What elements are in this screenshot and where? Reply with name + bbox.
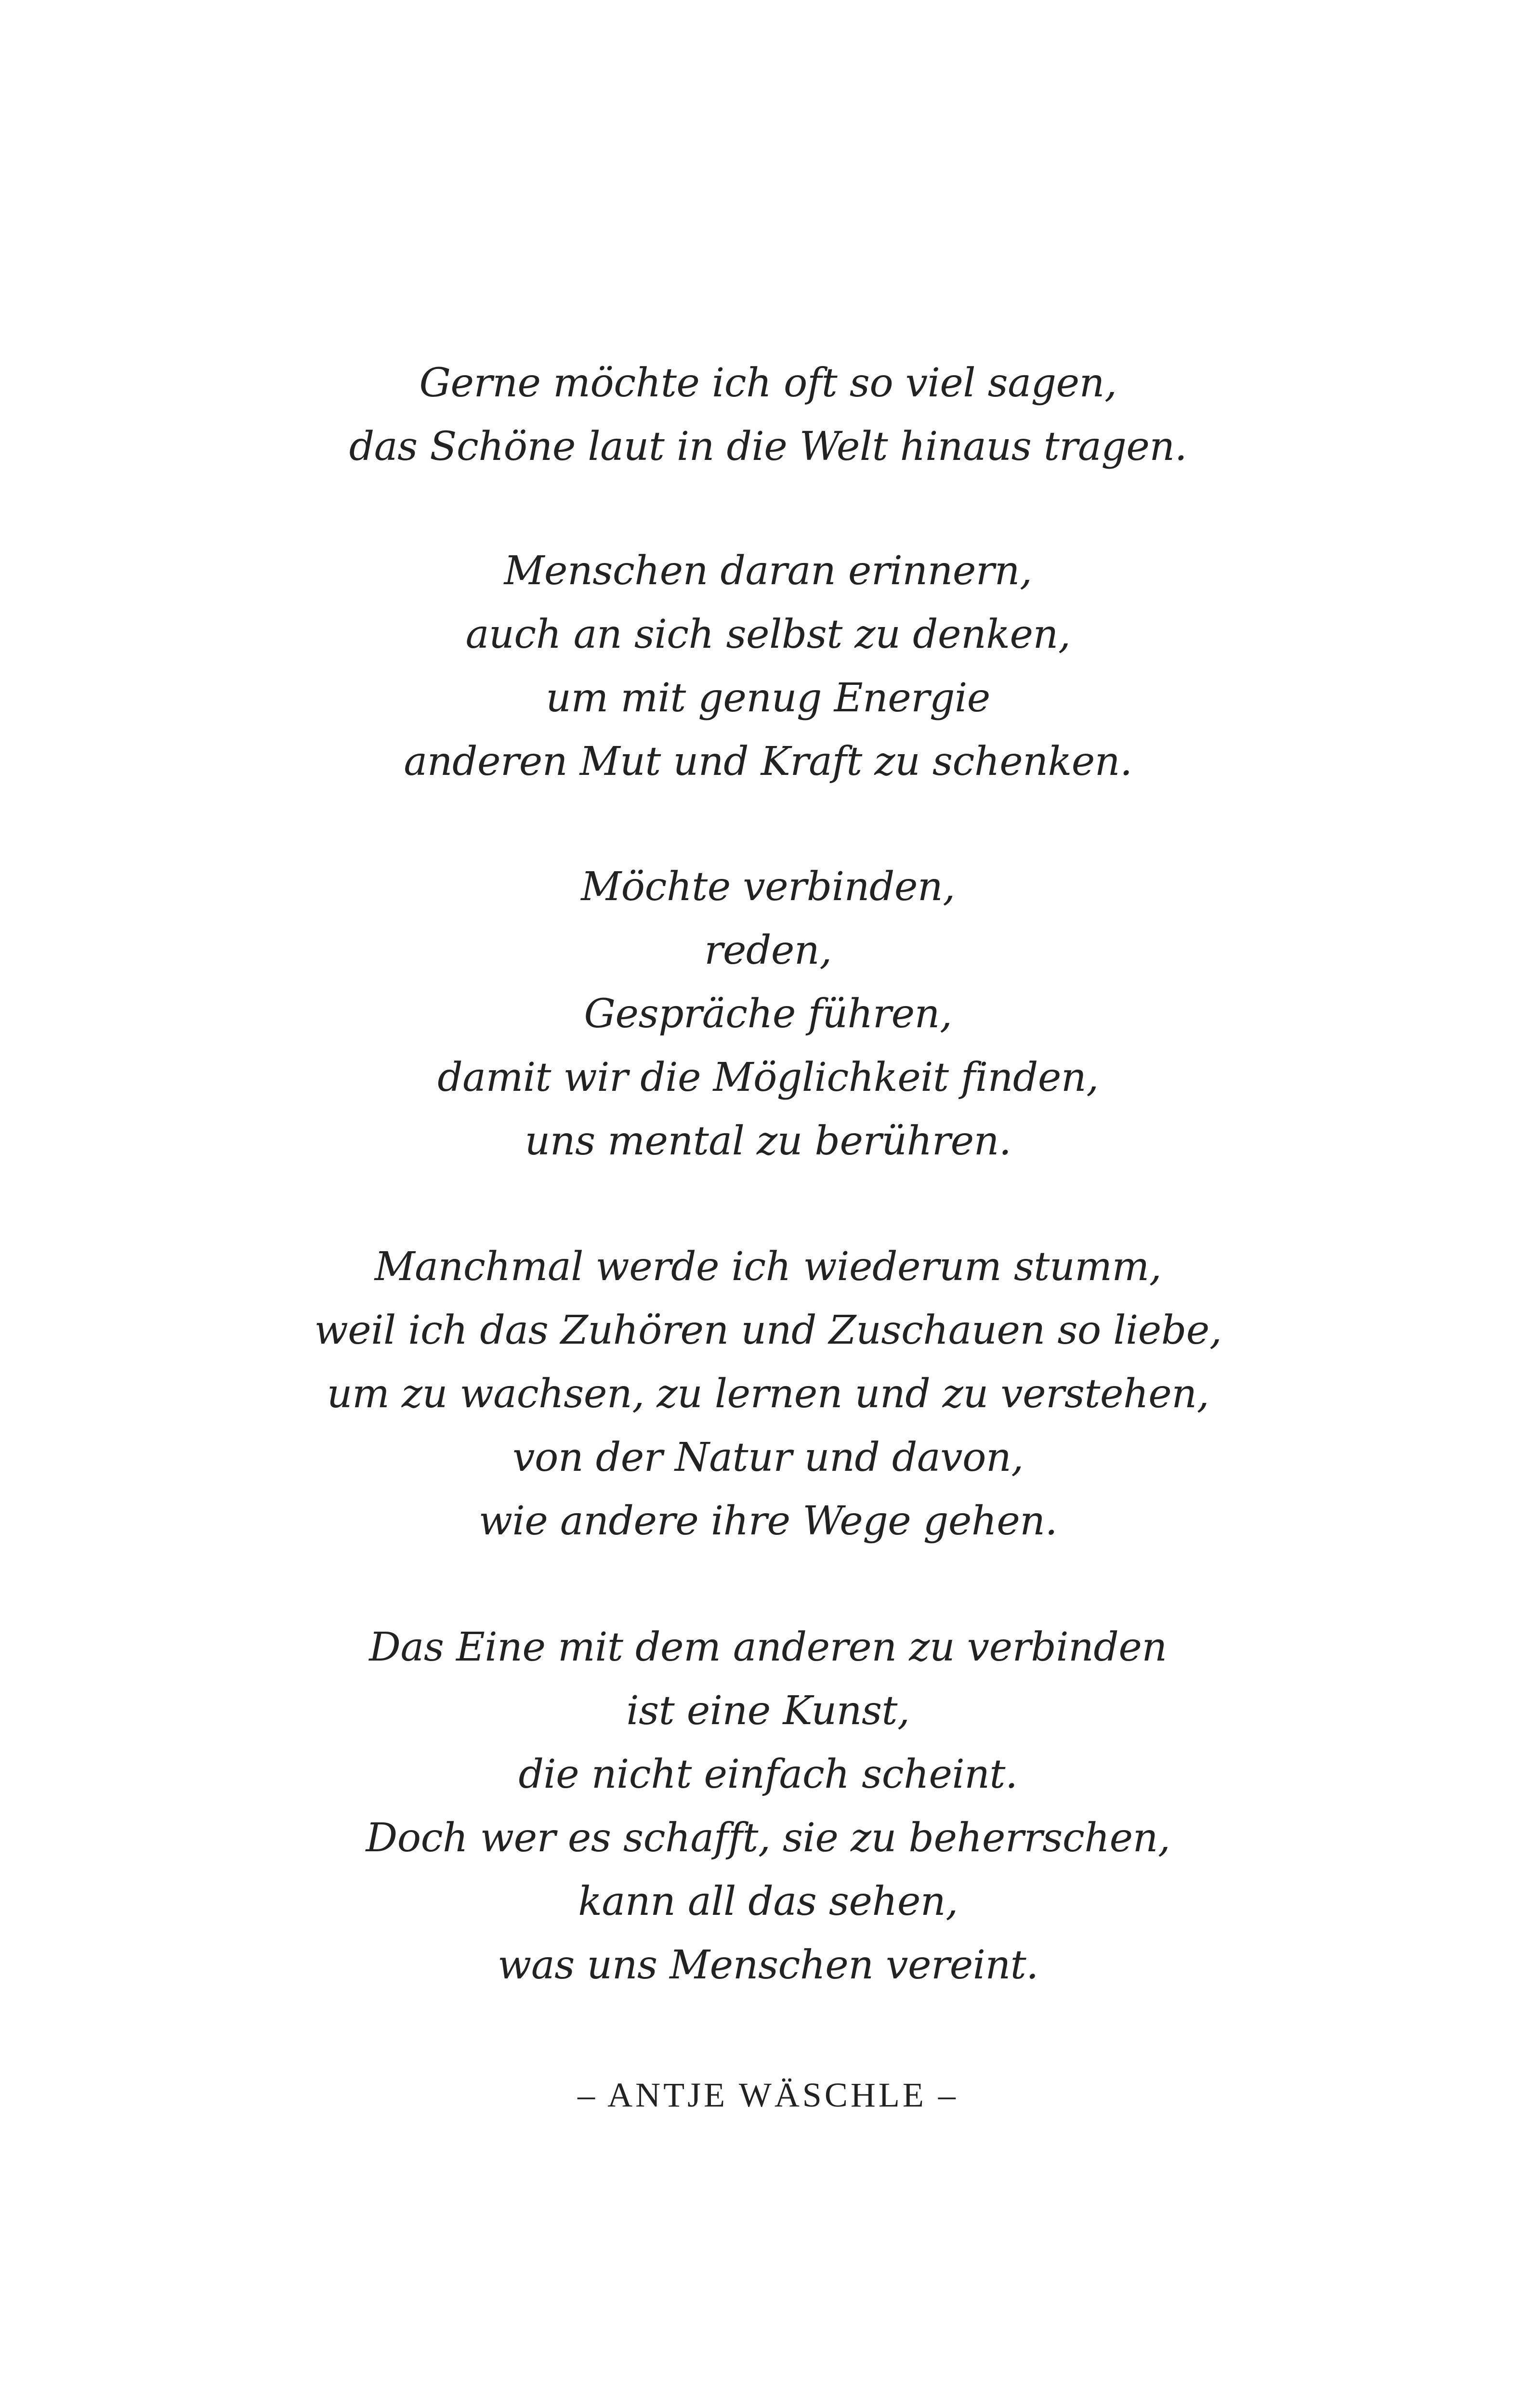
poem-line: wie andere ihre Wege gehen.: [478, 1498, 1058, 1544]
poem-line: weil ich das Zuhören und Zuschauen so liebe,: [314, 1308, 1222, 1353]
poem-line: uns mental zu berühren.: [525, 1118, 1011, 1164]
poem-line: Gespräche führen,: [584, 991, 952, 1037]
poem-line: Doch wer es schafft, sie zu beherrschen,: [366, 1815, 1170, 1861]
poem-line: Manchmal werde ich wiederum stumm,: [374, 1244, 1162, 1290]
poem-line: Menschen daran erinnern,: [504, 548, 1032, 594]
poem-line: um zu wachsen, zu lernen und zu verstehen,: [327, 1371, 1209, 1417]
poem-line: von der Natur und davon,: [512, 1435, 1024, 1480]
poem-line: ist eine Kunst,: [626, 1688, 910, 1734]
poem-line: damit wir die Möglichkeit finden,: [437, 1055, 1099, 1100]
poem-line: was uns Menschen vereint.: [498, 1942, 1038, 1988]
poem-line: kann all das sehen,: [578, 1879, 958, 1924]
poem-line: reden,: [704, 928, 832, 973]
poem-line: Möchte verbinden,: [581, 864, 955, 910]
poem-line: Gerne möchte ich oft so viel sagen,: [419, 360, 1117, 406]
poem-line: das Schöne laut in die Welt hinaus tragen.: [349, 424, 1187, 470]
poem-line: um mit genug Energie: [546, 675, 990, 721]
poem-line: Das Eine mit dem anderen zu verbinden: [369, 1624, 1167, 1670]
author-attribution: – ANTJE WÄSCHLE –: [578, 2076, 958, 2114]
poem-line: die nicht einfach scheint.: [518, 1752, 1018, 1797]
poem-line: auch an sich selbst zu denken,: [465, 612, 1071, 657]
poem-line: anderen Mut und Kraft zu schenken.: [404, 739, 1132, 785]
